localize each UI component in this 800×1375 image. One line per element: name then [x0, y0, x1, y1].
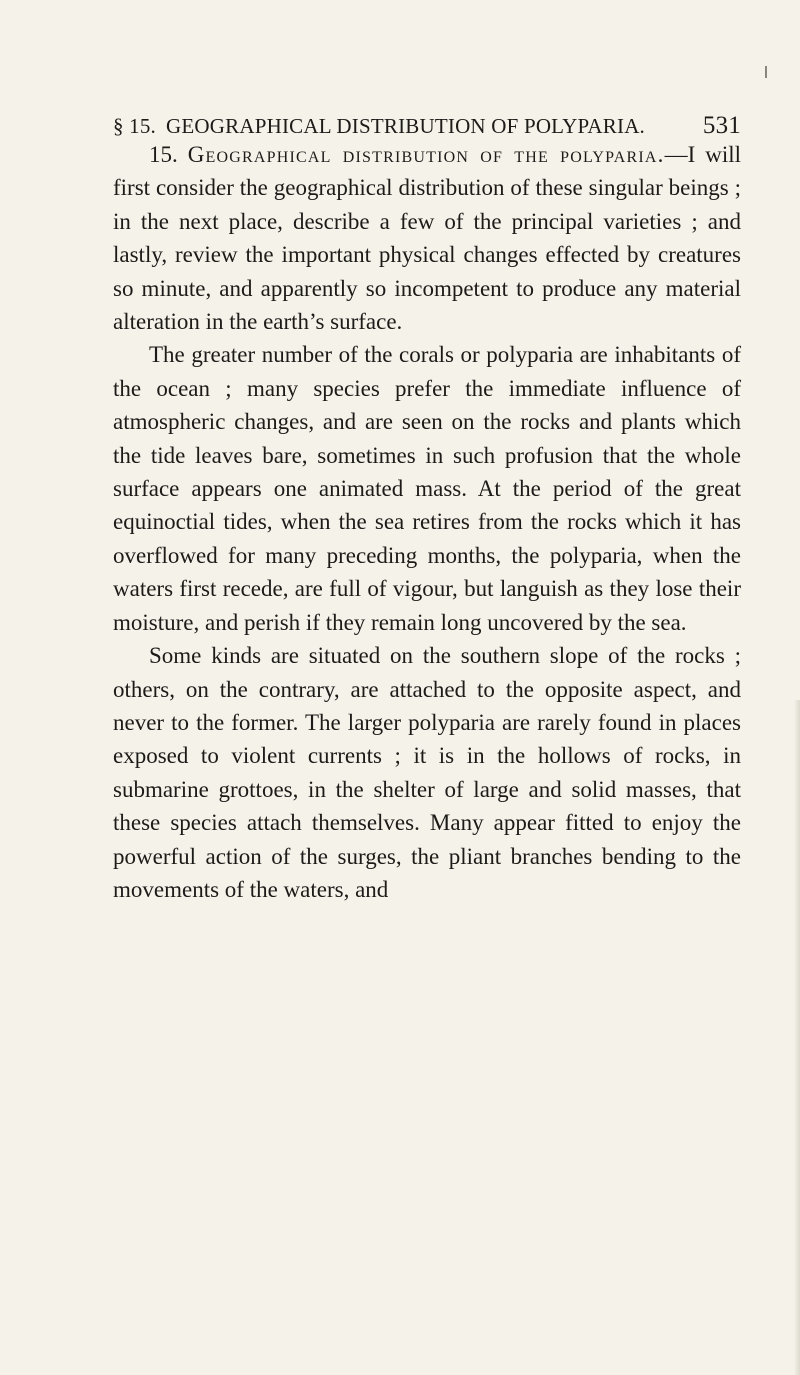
paragraph-2: The greater number of the corals or polyparia are inhabitants of the ocean ; many species prefer the immediate influence of atmospheric changes, and are seen on the rocks and plants which the tide leaves bare, sometimes in such profusion that the whole surface appears one animated mass. At the period of the great equinoctial tides, when the sea retires from the rocks which it has overflowed for many preceding months, the polyparia, when the waters first recede, are full of vigour, but languish as they lose their moisture, and perish if they remain long uncovered by the sea. — [113, 342, 741, 635]
section-heading: Geographical distribution of the polyparia. — [187, 142, 665, 167]
scan-edge-shadow — [794, 700, 800, 1375]
body-text — [113, 138, 741, 906]
scan-speck — [765, 66, 767, 78]
paragraph-1-text: —I will first consider the geographical distribution of these singular beings ; in the next place, describe a few of the principal varieties ; and lastly, review the important physical changes effected by creatures so minute, and apparently so incompetent to produce any material alteration in the earth’s surface. — [113, 142, 741, 335]
page-number: 531 — [702, 112, 741, 139]
running-head-section-ref: § 15. — [113, 114, 156, 138]
section-number: 15. — [149, 142, 178, 167]
running-head-title: GEOGRAPHICAL DISTRIBUTION OF POLYPARIA. — [166, 114, 646, 138]
paragraph-1 — [113, 138, 741, 338]
paragraph-3: Some kinds are situated on the southern slope of the rocks ; others, on the contrary, are attached to the opposite aspect, and never to the former. The larger polyparia are rarely found in places exposed to violent currents ; it is in the hollows of rocks, in submarine grottoes, in the shelter of large and solid masses, that these species attach themselves. Many appear fitted to enjoy the powerful action of the surges, the pliant branches bending to the movements of the waters, and — [113, 643, 741, 902]
